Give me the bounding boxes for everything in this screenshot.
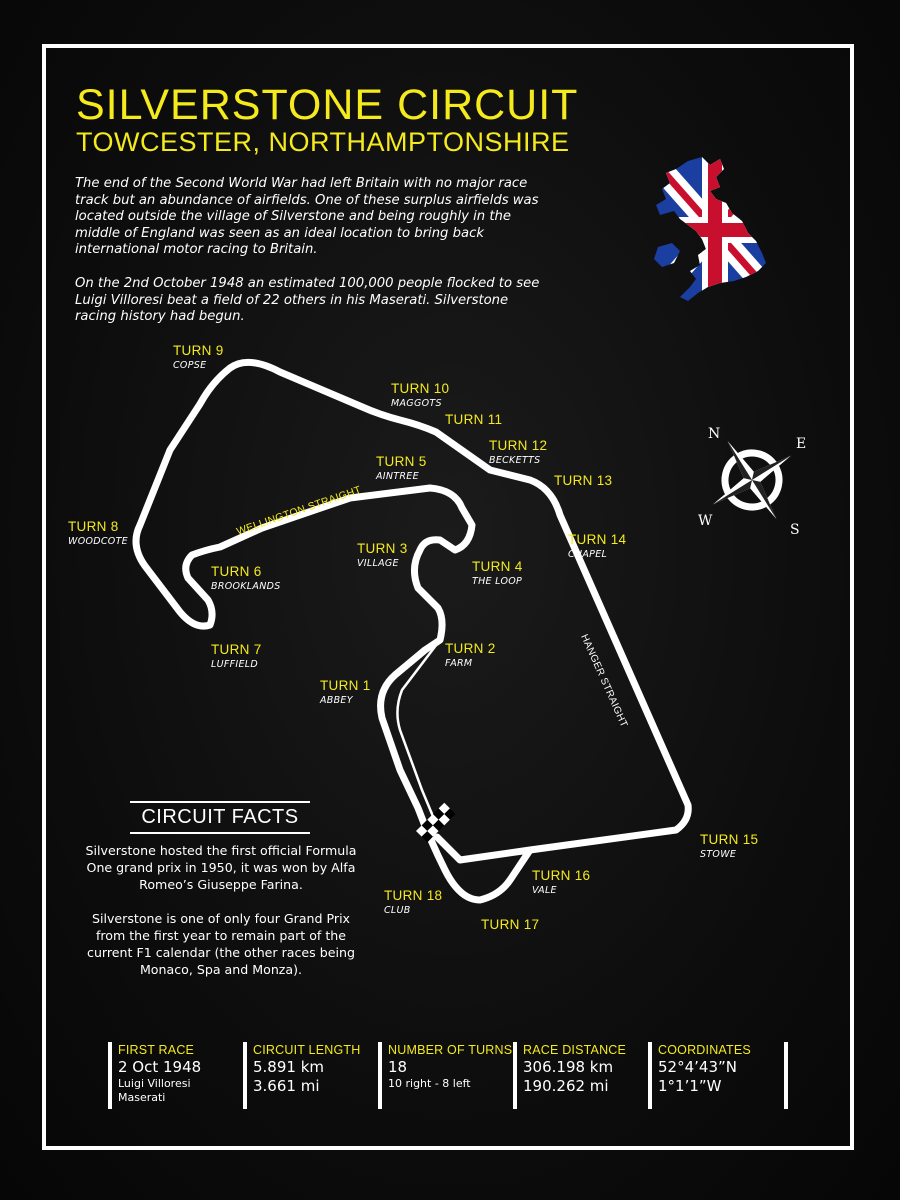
stat-divider xyxy=(784,1042,788,1109)
turn-4-label: TURN 4 THE LOOP xyxy=(472,559,523,587)
poster-subtitle: TOWCESTER, NORTHAMPTONSHIRE xyxy=(76,127,570,157)
poster-title: SILVERSTONE CIRCUIT xyxy=(76,81,579,129)
turn-13-label: TURN 13 xyxy=(554,473,613,488)
facts-bottom-rule xyxy=(130,832,310,834)
compass-north-label: N xyxy=(708,426,721,442)
turn-7-label: TURN 7 LUFFIELD xyxy=(211,642,262,670)
stat-race-distance: RACE DISTANCE 306.198 km 190.262 mi xyxy=(523,1043,627,1095)
turn-3-label: TURN 3 VILLAGE xyxy=(357,541,408,569)
turn-2-label: TURN 2 FARM xyxy=(445,641,496,669)
facts-text xyxy=(80,842,362,995)
turn-11-label: TURN 11 xyxy=(445,412,503,427)
turn-17-label: TURN 17 xyxy=(481,917,540,932)
turn-12-label: TURN 12 BECKETTS xyxy=(489,438,548,466)
compass-south-label: S xyxy=(790,522,800,538)
turn-6-label: TURN 6 BROOKLANDS xyxy=(211,564,281,592)
wellington-straight-label: WELLINGTON STRAIGHT xyxy=(235,483,363,538)
turn-5-label: TURN 5 AINTREE xyxy=(376,454,427,482)
facts-top-rule xyxy=(130,801,310,803)
hanger-straight-label: HANGER STRAIGHT xyxy=(578,632,630,730)
stat-divider xyxy=(378,1042,382,1109)
turn-18-label: TURN 18 CLUB xyxy=(384,888,443,916)
turn-16-label: TURN 16 VALE xyxy=(532,868,591,896)
stat-first-race: FIRST RACE 2 Oct 1948 Luigi Villoresi Maserati xyxy=(118,1043,202,1104)
compass-west-label: W xyxy=(698,513,713,529)
turn-15-label: TURN 15 STOWE xyxy=(700,832,759,860)
facts-paragraph-1: Silverstone hosted the first official Formula One grand prix in 1950, it was won by Alfa Romeo’s Giuseppe Farina. xyxy=(85,843,357,892)
intro-paragraph-2: On the 2nd October 1948 an estimated 100,000 people flocked to see Luigi Villoresi beat a field of 22 others in his Maserati. Silverstone racing history had begun. xyxy=(75,275,540,325)
stat-divider xyxy=(648,1042,652,1109)
compass-east-label: E xyxy=(796,436,807,452)
stat-divider xyxy=(243,1042,247,1109)
stat-circuit-length: CIRCUIT LENGTH 5.891 km 3.661 mi xyxy=(253,1043,361,1095)
intro-paragraph-1: The end of the Second World War had left Britain with no major race track but an abundance of airfields. One of these surplus airfields was located outside the village of Silverstone and being roughly in the middle of England was seen as an ideal location to bring back international motor racing to Britain. xyxy=(75,176,539,258)
facts-paragraph-2: Silverstone is one of only four Grand Prix from the first year to remain part of the current F1 calendar (the other races being Monaco, Spa and Monza). xyxy=(87,911,355,977)
turn-14-label: TURN 14 CHAPEL xyxy=(568,532,627,560)
turn-10-label: TURN 10 MAGGOTS xyxy=(391,381,450,409)
stat-divider xyxy=(108,1042,112,1109)
stat-number-of-turns: NUMBER OF TURNS 18 10 right - 8 left xyxy=(388,1043,513,1090)
turn-8-label: TURN 8 WOODCOTE xyxy=(68,519,128,547)
stat-divider xyxy=(513,1042,517,1109)
turn-9-label: TURN 9 COPSE xyxy=(173,343,224,371)
facts-title: CIRCUIT FACTS xyxy=(141,806,299,828)
stat-coordinates: COORDINATES 52°4’43”N 1°1’1”W xyxy=(658,1043,751,1095)
turn-1-label: TURN 1 ABBEY xyxy=(320,678,371,706)
